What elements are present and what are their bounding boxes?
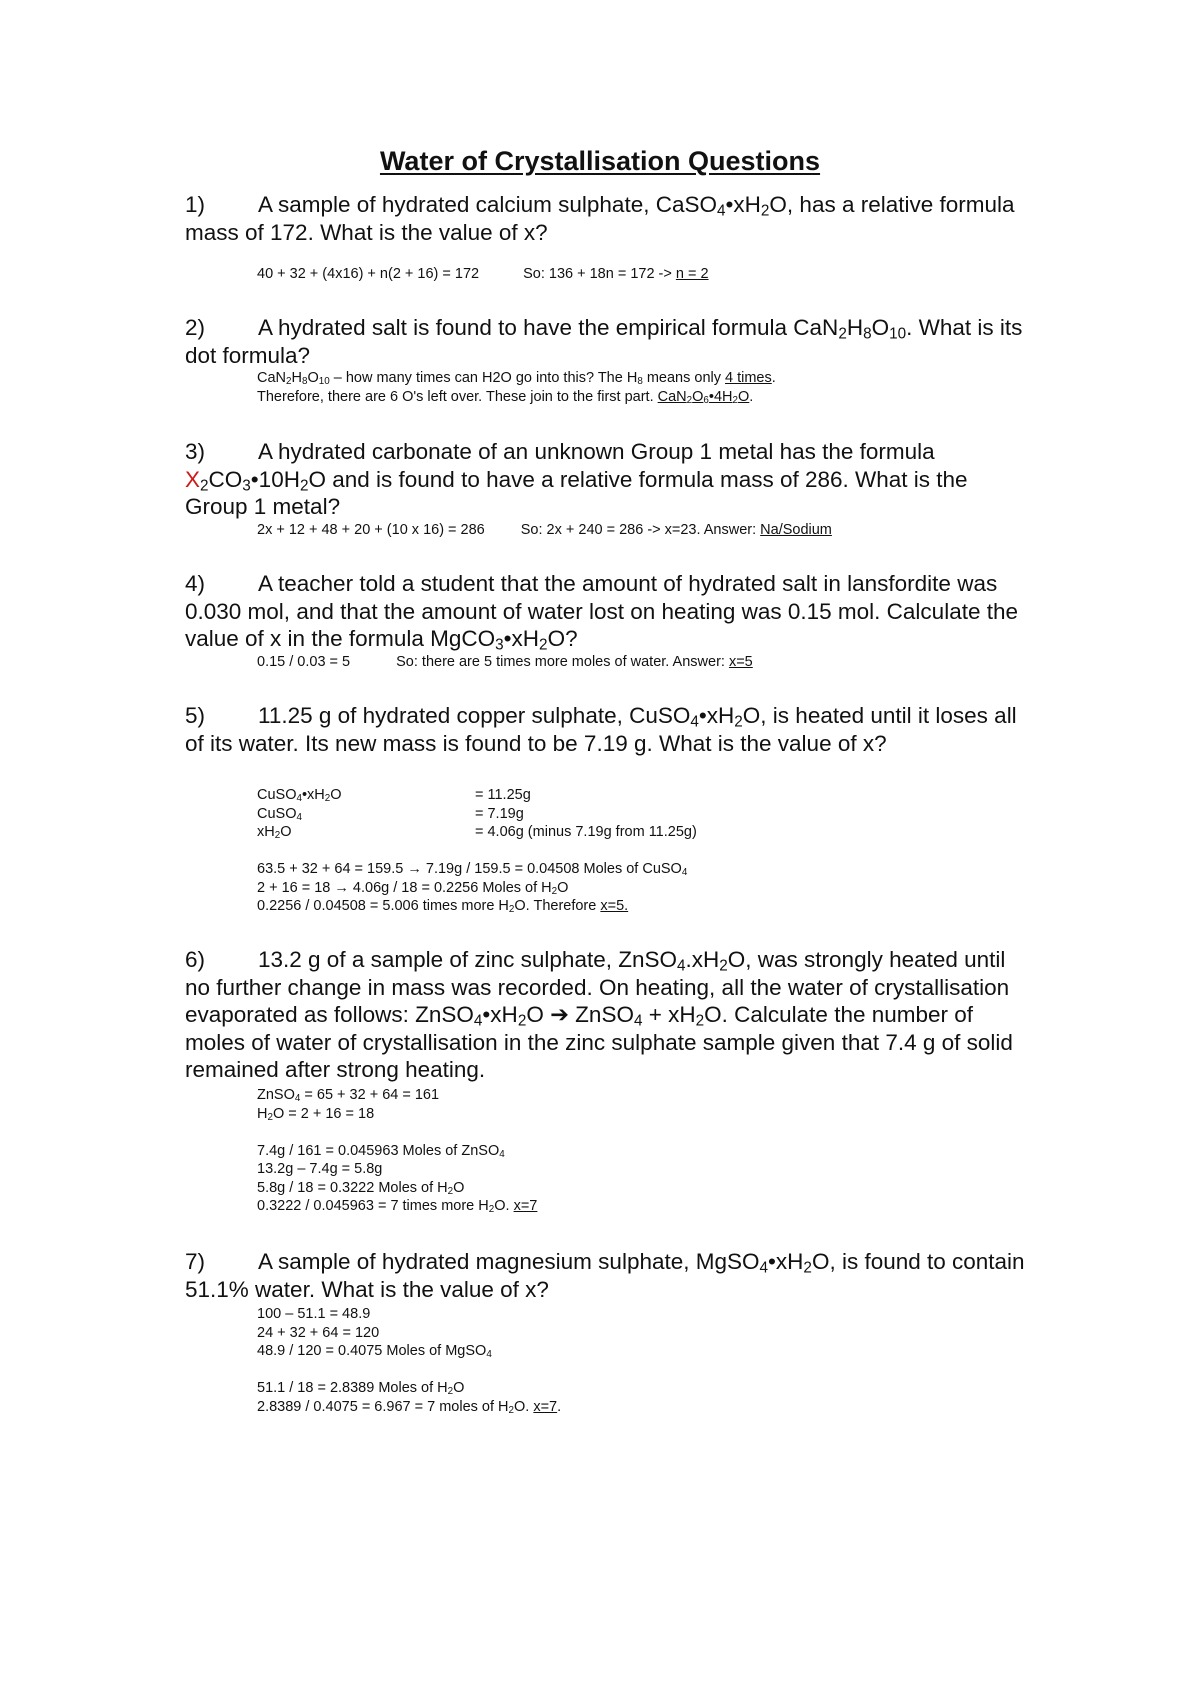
working: So: there are 5 times more moles of water. Answer: — [396, 654, 729, 670]
question-text: O ➔ ZnSO — [526, 1002, 634, 1027]
question-4 — [185, 570, 1025, 653]
working: O = 2 + 16 = 18 — [272, 1105, 375, 1122]
subscript: 2 — [517, 1012, 527, 1030]
working: O — [557, 879, 569, 896]
subscript: 2 — [803, 1259, 812, 1277]
question-number: 5) — [185, 703, 206, 728]
question-3 — [185, 438, 1025, 521]
question-text: O and is found to have a relative formula mass of 286. What is the Group 1 metal? — [185, 466, 968, 519]
subscript: 2 — [732, 394, 739, 406]
subscript: 2 — [719, 957, 728, 975]
subscript: 2 — [760, 202, 770, 220]
subscript: 2 — [508, 1404, 514, 1416]
subscript: 2 — [551, 885, 558, 897]
subscript: 4 — [759, 1259, 769, 1277]
subscript: 8 — [637, 376, 643, 388]
working: So: 136 + 18n = 172 -> — [523, 266, 672, 282]
question-5 — [185, 702, 1025, 757]
subscript: 10 — [889, 325, 907, 343]
highlight: 4 times — [725, 370, 772, 386]
working: H — [257, 1105, 268, 1122]
question-text: O — [871, 315, 890, 340]
working: O — [307, 370, 319, 386]
answer-7 — [257, 1305, 1017, 1416]
question-text: •xH — [768, 1249, 804, 1274]
formula-part: O — [280, 824, 292, 840]
answer-1 — [257, 265, 1017, 284]
final-answer-part: O — [692, 388, 704, 405]
subscript: 3 — [495, 636, 504, 654]
answer-3 — [257, 521, 1017, 540]
subscript: 4 — [499, 1148, 505, 1160]
final-answer-part: O — [738, 388, 750, 405]
question-text: 13.2 g of a sample of zinc sulphate, ZnSO — [258, 947, 677, 972]
question-text: •xH — [698, 703, 735, 728]
question-number: 2) — [185, 315, 206, 340]
final-answer: x=5 — [728, 654, 753, 670]
answer-2 — [257, 369, 1017, 406]
working: 0.2256 / 0.04508 = 5.006 times more H — [257, 898, 509, 914]
question-text: •10H — [250, 466, 300, 492]
question-text: •xH — [725, 192, 761, 217]
mass-value: = 11.25g — [475, 787, 531, 803]
working: O — [453, 1179, 465, 1196]
question-text: A hydrated carbonate of an unknown Group 1 metal has the formula — [258, 439, 935, 464]
working: O. — [514, 1398, 534, 1415]
question-text: A sample of hydrated calcium sulphate, CaSO — [258, 192, 717, 217]
working: ZnSO — [257, 1087, 295, 1103]
subscript: 2 — [508, 904, 515, 916]
question-text: A sample of hydrated magnesium sulphate, MgSO — [258, 1249, 760, 1274]
formula-part: O — [330, 787, 342, 803]
subscript: 4 — [296, 811, 302, 823]
working: 2.8389 / 0.4075 = 6.967 = 7 moles of H — [257, 1398, 509, 1415]
mass-value: = 7.19g — [475, 805, 524, 822]
question-6 — [185, 946, 1025, 1084]
working: 48.9 / 120 = 0.4075 Moles of MgSO — [257, 1343, 487, 1359]
final-answer: Na/Sodium — [760, 522, 832, 538]
working: – how many times can H2O go into this? The H — [329, 370, 638, 386]
working: 7.4g / 161 = 0.045963 Moles of ZnSO — [257, 1142, 500, 1159]
question-text: •xH — [482, 1002, 518, 1027]
question-number: 7) — [185, 1249, 206, 1274]
answer-4 — [257, 653, 1017, 672]
subscript: 4 — [473, 1012, 483, 1030]
working: H — [291, 370, 302, 386]
working: 0.3222 / 0.045963 = 7 times more H — [257, 1198, 489, 1214]
working: 13.2g – 7.4g = 5.8g — [257, 1161, 383, 1177]
mass-label — [257, 823, 475, 842]
subscript: 4 — [486, 1349, 492, 1361]
question-text: 11.25 g of hydrated copper sulphate, CuSO — [258, 703, 691, 728]
subscript: 2 — [267, 1111, 273, 1123]
final-answer: x=7 — [533, 1398, 558, 1415]
answer-5 — [257, 786, 1017, 916]
subscript: 2 — [838, 325, 847, 343]
mass-label — [257, 786, 475, 805]
question-text: CO — [208, 466, 243, 492]
working: 2x + 12 + 48 + 20 + (10 x 16) = 286 — [257, 522, 485, 538]
subscript: 2 — [274, 830, 281, 842]
subscript: 2 — [686, 394, 693, 406]
working: 24 + 32 + 64 = 120 — [257, 1324, 380, 1341]
question-text: + xH — [642, 1002, 696, 1027]
question-text: H — [846, 315, 864, 340]
question-text: O, has a relative formula mass of 172. What is the value of x? — [185, 192, 1015, 245]
question-number: 1) — [185, 192, 206, 217]
final-answer — [658, 389, 750, 405]
question-number: 3) — [185, 439, 206, 464]
question-text: A teacher told a student that the amount of hydrated salt in lansfordite was 0.030 mol, and that the amount of water lost on heating was 0.15 mol. Calculate the value of x in the formula MgCO — [185, 571, 1019, 651]
subscript: 2 — [734, 713, 743, 731]
working: 100 – 51.1 = 48.9 — [257, 1306, 371, 1322]
question-text: .xH — [685, 947, 720, 972]
subscript: 2 — [447, 1185, 454, 1197]
page-title: Water of Crystallisation Questions — [379, 146, 821, 176]
question-7 — [185, 1248, 1025, 1303]
question-1 — [185, 191, 1025, 246]
working: O. Therefore — [514, 898, 601, 914]
working: Therefore, there are 6 O's left over. These join to the first part. — [257, 388, 658, 405]
subscript: 4 — [690, 713, 699, 731]
subscript: 3 — [242, 476, 251, 494]
working: O — [453, 1380, 465, 1396]
subscript: 2 — [488, 1204, 495, 1216]
question-number: 4) — [185, 571, 206, 596]
question-2 — [185, 314, 1025, 369]
subscript: 2 — [286, 376, 292, 388]
working: 63.5 + 32 + 64 = 159.5 → 7.19g / 159.5 = 0.04508 Moles of CuSO — [257, 861, 682, 877]
working: O. — [494, 1198, 514, 1214]
subscript: 2 — [447, 1386, 454, 1398]
question-number: 6) — [185, 947, 206, 972]
working: 40 + 32 + (4x16) + n(2 + 16) = 172 — [257, 266, 480, 282]
answer-6 — [257, 1086, 1017, 1216]
working: 0.15 / 0.03 = 5 — [257, 654, 351, 670]
formula-part: CuSO — [257, 805, 297, 822]
question-text: O, is found to contain 51.1% water. What is the value of x? — [185, 1249, 1025, 1302]
working: 5.8g / 18 = 0.3222 Moles of H — [257, 1179, 448, 1196]
subscript: 4 — [681, 867, 688, 879]
subscript: 2 — [299, 476, 309, 494]
subscript: 8 — [301, 376, 308, 388]
formula-part: xH — [257, 824, 275, 840]
working: CaN — [257, 370, 287, 386]
question-text: O? — [547, 626, 578, 651]
formula-part: CuSO — [257, 787, 297, 803]
final-answer: x=7 — [513, 1198, 538, 1214]
subscript: 2 — [539, 636, 548, 654]
formula-part: •xH — [301, 787, 325, 803]
question-text: O, is heated until it loses all of its water. Its new mass is found to be 7.19 g. What is the value of x? — [185, 703, 1017, 756]
final-answer: x=5. — [600, 898, 629, 914]
subscript: 10 — [318, 376, 330, 388]
working: . — [771, 370, 776, 386]
working: means only — [642, 370, 726, 386]
final-answer: n = 2 — [675, 266, 709, 282]
subscript: 2 — [695, 1012, 705, 1030]
question-text: . What is its dot formula? — [185, 315, 1023, 368]
final-answer-part: •4H — [708, 388, 733, 405]
subscript: 4 — [294, 1093, 301, 1105]
working: 2 + 16 = 18 → 4.06g / 18 = 0.2256 Moles of H — [257, 879, 552, 896]
subscript: 4 — [677, 957, 686, 975]
working: . — [749, 388, 754, 405]
subscript: 2 — [200, 476, 209, 494]
subscript: 4 — [717, 202, 726, 220]
subscript: 4 — [296, 793, 302, 805]
unknown-metal-symbol: X — [185, 466, 201, 492]
mass-label — [257, 805, 475, 824]
subscript: 8 — [863, 325, 872, 343]
question-text: O. Calculate the number of moles of water of crystallisation in the zinc sulphate sample given that 7.4 g of solid remained after strong heating. — [185, 1002, 1013, 1082]
question-text: A hydrated salt is found to have the empirical formula CaN — [258, 315, 839, 340]
subscript: 2 — [324, 793, 331, 805]
question-text: •xH — [503, 626, 540, 651]
working: 51.1 / 18 = 2.8389 Moles of H — [257, 1380, 448, 1396]
question-text: O, was strongly heated until no further change in mass was recorded. On heating, all the water of crystallisation evaporated as follows: ZnSO — [185, 947, 1010, 1027]
final-answer-part: CaN — [657, 388, 687, 405]
working: . — [557, 1398, 562, 1415]
working: = 65 + 32 + 64 = 161 — [300, 1087, 440, 1103]
subscript: 4 — [633, 1012, 643, 1030]
subscript: 6 — [703, 394, 709, 406]
working: So: 2x + 240 = 286 -> x=23. Answer: — [520, 522, 761, 538]
mass-value: = 4.06g (minus 7.19g from 11.25g) — [475, 824, 697, 840]
